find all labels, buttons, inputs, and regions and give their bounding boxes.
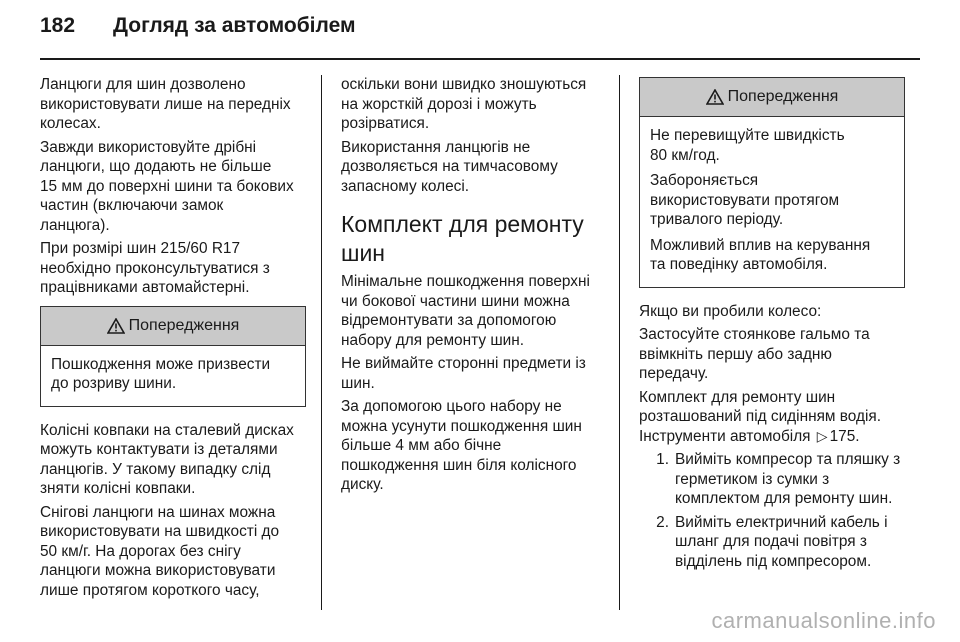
section-title-repair-kit: Комплект для ремонту шин	[341, 211, 584, 266]
page-reference: 175.	[829, 427, 860, 445]
warning-text: Пошкодження може призвести до розриву шини.	[51, 355, 271, 392]
paragraph-tyre-size: При розмірі шин 215/60 R17 необхідно проконсультуватися з працівниками автомайстерні.	[40, 240, 270, 296]
step-number: 2.	[656, 513, 669, 531]
column-divider-left	[321, 75, 322, 610]
header-divider	[40, 58, 920, 60]
column-1	[40, 75, 306, 604]
warning-title: Попередження	[128, 316, 240, 334]
step-number: 1.	[656, 451, 669, 468]
page-reference-icon: ▷	[816, 427, 828, 444]
warning-title: Попередження	[727, 88, 839, 106]
paragraph-parking-brake: Застосуйте стоянкове гальмо та ввімкніть першу або задню передачу.	[639, 326, 870, 382]
paragraph-fine-chains: Завжди використовуйте дрібні ланцюги, що додають не більше 15 мм до поверхні шини та бокових частин (включаючи замок ланцюга).	[40, 138, 294, 234]
warning-triangle-icon	[107, 318, 125, 334]
paragraph-foreign-objects: Не виймайте сторонні предмети із шин.	[341, 355, 586, 392]
warning-text-speed: Не перевищуйте швидкість 80 км/год.	[650, 127, 845, 164]
warning-triangle-icon	[706, 89, 724, 105]
paragraph-front-wheels: Ланцюги для шин дозволено використовувати лише на передніх колесах.	[40, 76, 291, 132]
watermark: carmanualsonline.info	[711, 608, 936, 633]
paragraph-speed-limit: Снігові ланцюги на шинах можна використовувати на швидкості до 50 км/г. На дорогах без снігу ланцюги можна використовувати лише протягом короткого часу,	[40, 503, 280, 599]
paragraph-hub-caps: Колісні ковпаки на сталевий дисках можуть контактувати із деталями ланцюгів. У такому випадку слід зняти колісні ковпаки.	[40, 421, 294, 497]
page-header	[40, 14, 356, 48]
paragraph-minor-damage: Мінімальне пошкодження поверхні чи бокової частини шини можна відремонтувати за допомогою набору для ремонту шин.	[341, 273, 590, 349]
list-item	[639, 513, 905, 572]
paragraph-kit-location	[639, 388, 905, 447]
page-title: Догляд за автомобілем	[113, 14, 356, 37]
step-text: Вийміть електричний кабель і шланг для подачі повітря з відділень під компресором.	[675, 513, 888, 570]
paragraph-kit-limits: За допомогою цього набору не можна усунути пошкодження шин більше 4 мм або бічне пошкодження шин біля колісного диску.	[341, 398, 582, 493]
warning-header	[640, 78, 904, 117]
column-2	[341, 75, 607, 499]
paragraph-puncture: Якщо ви пробили колесо:	[639, 302, 822, 320]
paragraph-spare-wheel: Використання ланцюгів не дозволяється на тимчасовому запасному колесі.	[341, 138, 558, 195]
warning-text-duration: Забороняється використовувати протягом тривалого періоду.	[650, 172, 840, 228]
warning-box-speed	[639, 77, 905, 288]
kit-location-text: Комплект для ремонту шин розташований під сидінням водія. Інструменти автомобіля	[639, 388, 882, 445]
steps-list	[639, 450, 905, 571]
warning-text-handling: Можливий вплив на керування та поведінку автомобіля.	[650, 236, 871, 273]
warning-box-damage	[40, 306, 306, 407]
list-item	[639, 450, 905, 509]
column-divider-right	[619, 75, 620, 610]
column-3	[639, 75, 905, 575]
paragraph-chain-wear: оскільки вони швидко зношуються на жорсткій дорозі і можуть розірватися.	[341, 76, 587, 132]
step-text: Вийміть компресор та пляшку з герметиком із сумки з комплектом для ремонту шин.	[675, 451, 901, 507]
warning-header	[41, 307, 305, 346]
page-number: 182	[40, 14, 76, 37]
